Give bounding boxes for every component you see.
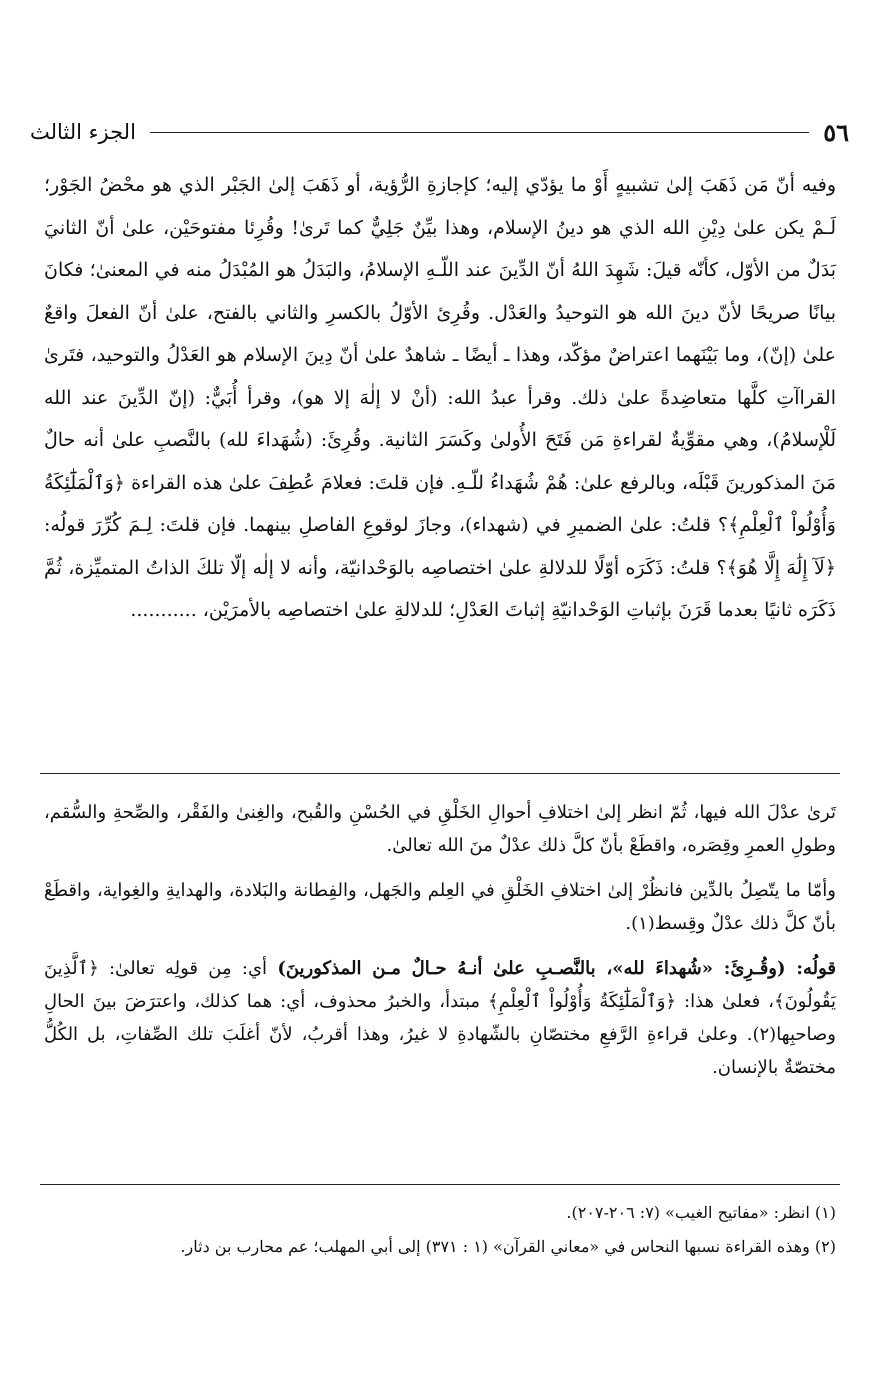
footnote-separator bbox=[40, 1184, 840, 1185]
commentary-paragraph-3 bbox=[44, 952, 836, 1084]
commentary-paragraph-2: وأمّا ما يتّصِلُ بالدِّين فانظُرْ إلىٰ اختلافِ الخَلْقِ في العِلم والجَهل، والفِطانة والبَلادة، والهدايةِ والغِواية، واقطَعْ بأنّ كلَّ ذلك عدْلٌ وقِسط(١). bbox=[44, 880, 836, 934]
commentary-paragraph-1: تَرىٰ عدْلَ الله فيها، ثُمّ انظر إلىٰ اختلافِ أحوالِ الخَلْقِ في الحُسْنِ والقُبح، والغِنىٰ والفَقْر، والصِّحةِ والسُّقم، وطولِ العمرِ وقِصَره، واقطَعْ بأنّ كلَّ ذلك عدْلٌ منَ الله تعالىٰ. bbox=[44, 802, 836, 856]
main-paragraph: وفيه أنّ مَن ذَهَبَ إلىٰ تشبيهٍ أَوْ ما يؤدّي إليه؛ كإجازةِ الرُّؤية، أو ذَهَبَ إلىٰ الجَبْر الذي هو محْضُ الجَوْر؛ لَـمْ يكن علىٰ دِيْنِ الله الذي هو دينُ الإسلام، وهذا بيِّنٌ جَلِيٌّ كما تَرىٰ! وقُرِئا مفتوحَيْن، علىٰ أنّ الثانيَ بَدَلٌ من الأوّل، كأنّه قيلَ: شَهِدَ اللهُ أنّ الدِّينَ عند اللّـهِ الإسلامُ، والبَدَلُ هو المُبْدَلُ منه في المعنىٰ؛ فكانَ بيانًا صريحًا لأنّ دينَ الله هو التوحيدُ والعَدْل. وقُرِئ الأوّلُ بالكسرِ والثاني بالفتح، علىٰ أنّ الفعلَ واقعٌ علىٰ (إنّ)، وما بَيْنَهما اعتراضٌ مؤكّد، وهذا ـ أيضًا ـ شاهدٌ علىٰ أنّ دِينَ الإسلام هو العَدْلُ والتوحيد، فتَرىٰ القراآتِ كلَّها متعاضِدةً علىٰ ذلك. وقرأ عبدُ الله: (أنْ لا إلٰهَ إلا هو)، وقرأ أُبَيٌّ: (إنّ الدِّينَ عند الله لَلْإسلامُ)، وهي مقوِّيةٌ لقراءةِ مَن فَتَحَ الأُولىٰ وكَسَرَ الثانية. وقُرِئَ: (شُهَداءَ لله) بالنَّصبِ علىٰ أنه حالٌ مَنَ المذكورينَ قَبْلَه، وبالرفع علىٰ: هُمْ شُهَداءُ للّـهِ. فإن قلتَ: فعلامَ عُطِفَ علىٰ هذه القراءة ﴿وَٱلْمَلَٰٓئِكَةُ وَأُوْلُواْ ٱلْعِلْمِ﴾؟ قلتُ: علىٰ الضميرِ في (شهداء)، وجازَ لوقوعِ الفاصلِ بينهما. فإن قلتَ: لِـمَ كُرِّرَ قولُه: ﴿لَآ إِلَٰهَ إِلَّا هُوَ﴾؟ قلتُ: ذَكَرَه أوّلًا للدلالةِ علىٰ اختصاصِه بالوَحْدانيّة، وأنه لا إلٰه إلّا تلكَ الذاتُ المتميِّزة، ثُمَّ ذَكَرَه ثانيًا بعدما قَرَنَ بإثباتِ الوَحْدانيّةِ إثباتَ العَدْلِ؛ للدلالةِ علىٰ اختصاصِه بالأمرَيْن، ........... bbox=[44, 174, 836, 621]
volume-title: الجزء الثالث bbox=[30, 120, 136, 144]
page-number: ٥٦ bbox=[823, 117, 849, 147]
footnote-2: (٢) وهذه القراءة نسبها النحاس في «معاني القرآن» (١ : ٣٧١) إلى أبي المهلب؛ عم محارب بن دثار. bbox=[180, 1237, 836, 1256]
footnote-1: (١) انظر: «مفاتيح الغيب» (٧: ٢٠٦-٢٠٧). bbox=[566, 1203, 836, 1222]
commentary-section bbox=[44, 796, 836, 1096]
commentary-paragraph-3-text: أي: مِن قولِه تعالىٰ: ﴿ٱلَّذِينَ يَقُولُونَ﴾، فعلىٰ هذا: ﴿وَٱلْمَلَٰٓئِكَةُ وَأُوْلُواْ ٱلْعِلْمِ﴾ مبتدأ، والخبرُ محذوف، أي: هما كذلك، واعترَضَ بينَ الحالِ وصاحبِها(٢). وعلىٰ قراءةِ الرَّفعِ مختصّانِ بالشّهادةِ لا غيرُ، وهذا أقربُ، لأنّ أغلَبَ تلك الصِّفاتِ، بل الكُلُّ مختصّةٌ بالإنسان. bbox=[44, 958, 836, 1078]
text-separator bbox=[40, 773, 840, 774]
commentary-quote: قولُه: (وقُـرِئَ: «شُهداءَ لله»، بالنَّصـبِ علىٰ أنـهُ حـالٌ مـن المذكورينَ) bbox=[277, 958, 836, 979]
header-rule bbox=[150, 132, 809, 133]
footnotes bbox=[44, 1196, 836, 1264]
main-text bbox=[44, 164, 836, 632]
page-header bbox=[30, 112, 849, 152]
